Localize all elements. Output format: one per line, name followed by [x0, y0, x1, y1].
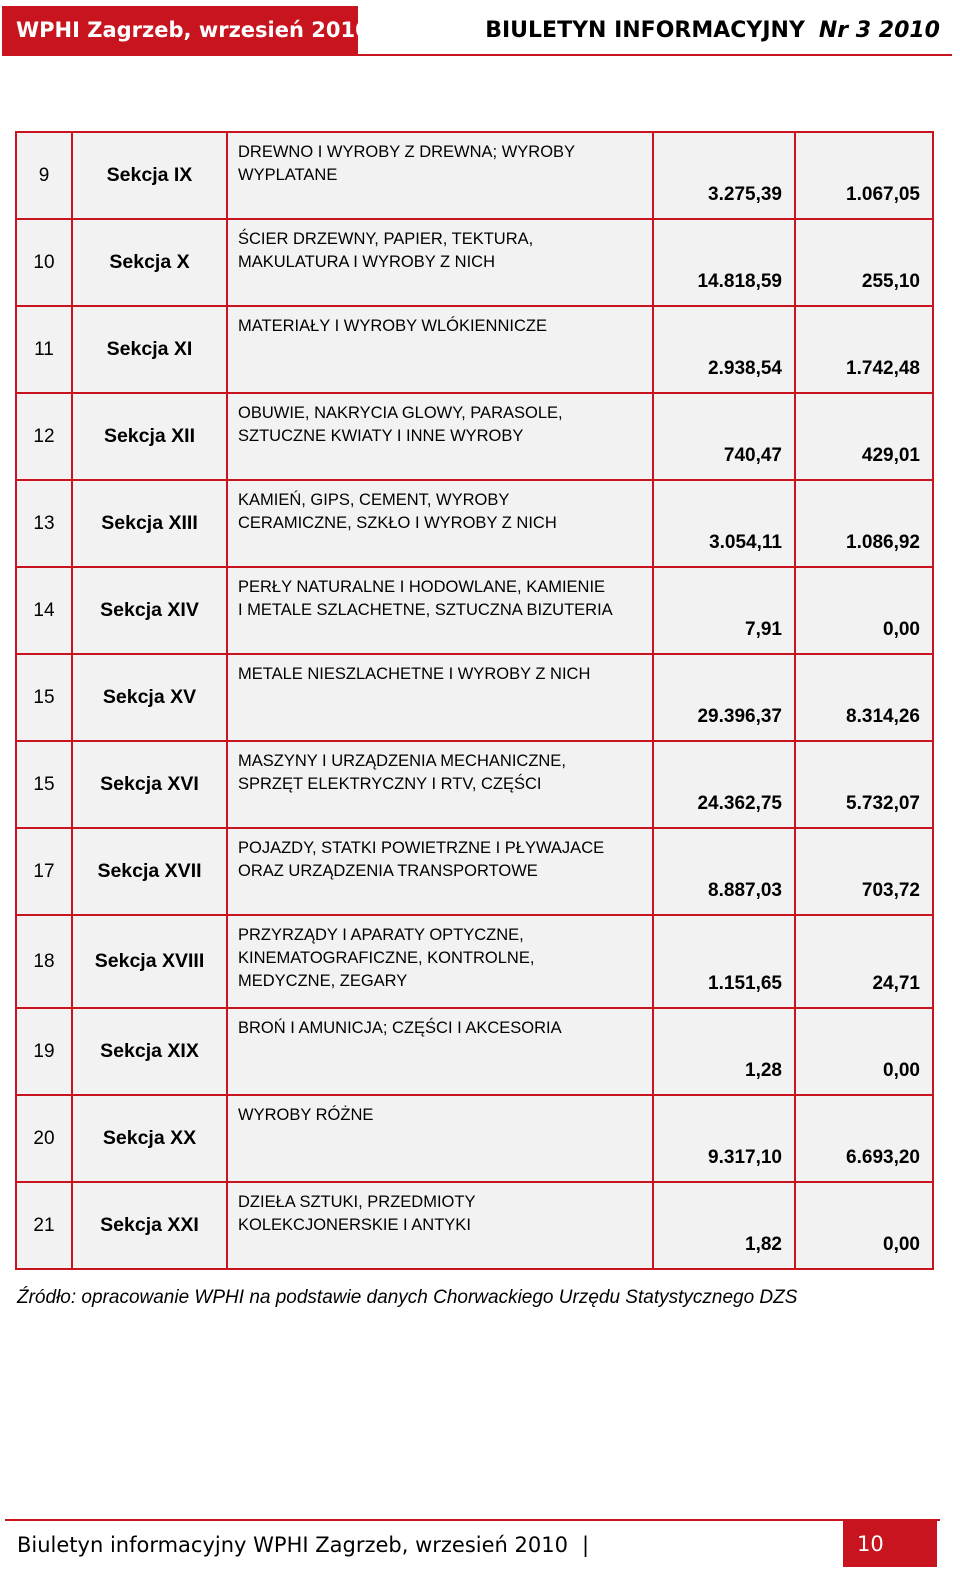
value-column-2: 1.742,48	[795, 306, 933, 393]
description-line: CERAMICZNE, SZKŁO I WYROBY Z NICH	[238, 514, 557, 532]
description-line: BROŃ I AMUNICJA; CZĘŚCI I AKCESORIA	[238, 1019, 562, 1037]
row-number: 12	[16, 393, 72, 480]
value-column-1: 14.818,59	[653, 219, 795, 306]
description-line: MEDYCZNE, ZEGARY	[238, 972, 408, 990]
section-description	[227, 480, 653, 567]
value-column-2: 1.067,05	[795, 132, 933, 219]
value-column-2: 429,01	[795, 393, 933, 480]
row-number: 13	[16, 480, 72, 567]
description-line: PRZYRZĄDY I APARATY OPTYCZNE,	[238, 926, 524, 944]
row-number: 21	[16, 1182, 72, 1269]
table-row	[16, 915, 933, 1008]
value-column-1: 9.317,10	[653, 1095, 795, 1182]
description-line: POJAZDY, STATKI POWIETRZNE I PŁYWAJACE	[238, 839, 605, 857]
header-divider	[2, 54, 952, 56]
description-line: WYPLATANE	[238, 166, 338, 184]
section-name: Sekcja XV	[72, 654, 227, 741]
value-column-1: 29.396,37	[653, 654, 795, 741]
description-line: MAKULATURA I WYROBY Z NICH	[238, 253, 496, 271]
value-column-2: 8.314,26	[795, 654, 933, 741]
table-row	[16, 1182, 933, 1269]
section-description	[227, 828, 653, 915]
section-name: Sekcja XII	[72, 393, 227, 480]
row-number: 9	[16, 132, 72, 219]
value-column-1: 1,28	[653, 1008, 795, 1095]
table-row	[16, 654, 933, 741]
value-column-2: 0,00	[795, 1182, 933, 1269]
section-description	[227, 1008, 653, 1095]
row-number: 19	[16, 1008, 72, 1095]
bulletin-title: BIULETYN INFORMACYJNY	[485, 18, 805, 43]
table-row	[16, 393, 933, 480]
table-row	[16, 1095, 933, 1182]
value-column-1: 3.054,11	[653, 480, 795, 567]
description-line: OBUWIE, NAKRYCIA GLOWY, PARASOLE,	[238, 404, 563, 422]
source-note: Źródło: opracowanie WPHI na podstawie danych Chorwackiego Urzędu Statystycznego DZS	[17, 1287, 798, 1308]
value-column-2: 0,00	[795, 567, 933, 654]
row-number: 20	[16, 1095, 72, 1182]
header-banner: WPHI Zagrzeb, wrzesień 2010	[2, 6, 358, 54]
table-row	[16, 1008, 933, 1095]
description-line: SZTUCZNE KWIATY I INNE WYROBY	[238, 427, 524, 445]
section-description	[227, 1095, 653, 1182]
description-line: PERŁY NATURALNE I HODOWLANE, KAMIENIE	[238, 578, 606, 596]
row-number: 14	[16, 567, 72, 654]
footer-label: Biuletyn informacyjny WPHI Zagrzeb, wrzesień 2010	[17, 1533, 568, 1557]
section-name: Sekcja XXI	[72, 1182, 227, 1269]
description-line: KINEMATOGRAFICZNE, KONTROLNE,	[238, 949, 535, 967]
footer-divider	[5, 1519, 940, 1521]
description-line: MASZYNY I URZĄDZENIA MECHANICZNE,	[238, 752, 566, 770]
section-description	[227, 219, 653, 306]
description-line: MATERIAŁY I WYROBY WLÓKIENNICZE	[238, 317, 547, 335]
description-line: ŚCIER DRZEWNY, PAPIER, TEKTURA,	[238, 230, 534, 248]
value-column-1: 7,91	[653, 567, 795, 654]
table-row	[16, 741, 933, 828]
issue-number: Nr 3 2010	[818, 18, 940, 43]
value-column-1: 3.275,39	[653, 132, 795, 219]
section-description	[227, 306, 653, 393]
description-line: KOLEKCJONERSKIE I ANTYKI	[238, 1216, 471, 1234]
row-number: 11	[16, 306, 72, 393]
section-description	[227, 132, 653, 219]
section-name: Sekcja XVIII	[72, 915, 227, 1008]
value-column-2: 703,72	[795, 828, 933, 915]
section-name: Sekcja XVII	[72, 828, 227, 915]
section-name: Sekcja XVI	[72, 741, 227, 828]
table-row	[16, 219, 933, 306]
section-name: Sekcja XX	[72, 1095, 227, 1182]
section-name: Sekcja XIII	[72, 480, 227, 567]
value-column-2: 0,00	[795, 1008, 933, 1095]
row-number: 17	[16, 828, 72, 915]
value-column-2: 5.732,07	[795, 741, 933, 828]
value-column-1: 8.887,03	[653, 828, 795, 915]
description-line: I METALE SZLACHETNE, SZTUCZNA BIZUTERIA	[238, 601, 613, 619]
section-description	[227, 1182, 653, 1269]
footer-text	[17, 1528, 589, 1562]
value-column-1: 740,47	[653, 393, 795, 480]
table-row	[16, 480, 933, 567]
page-number: 10	[843, 1521, 937, 1567]
section-name: Sekcja XIX	[72, 1008, 227, 1095]
section-description	[227, 741, 653, 828]
row-number: 15	[16, 654, 72, 741]
description-line: ORAZ URZĄDZENIA TRANSPORTOWE	[238, 862, 538, 880]
section-name: Sekcja IX	[72, 132, 227, 219]
table-row	[16, 132, 933, 219]
section-description	[227, 654, 653, 741]
value-column-1: 1,82	[653, 1182, 795, 1269]
value-column-2: 24,71	[795, 915, 933, 1008]
header-title	[485, 14, 940, 48]
description-line: KAMIEŃ, GIPS, CEMENT, WYROBY	[238, 491, 510, 509]
value-column-2: 1.086,92	[795, 480, 933, 567]
section-name: Sekcja XI	[72, 306, 227, 393]
row-number: 18	[16, 915, 72, 1008]
section-name: Sekcja X	[72, 219, 227, 306]
value-column-1: 24.362,75	[653, 741, 795, 828]
description-line: WYROBY RÓŻNE	[238, 1106, 374, 1124]
value-column-2: 255,10	[795, 219, 933, 306]
value-column-2: 6.693,20	[795, 1095, 933, 1182]
value-column-1: 1.151,65	[653, 915, 795, 1008]
description-line: SPRZĘT ELEKTRYCZNY I RTV, CZĘŚCI	[238, 775, 542, 793]
section-description	[227, 915, 653, 1008]
footer-separator: |	[581, 1533, 590, 1557]
section-description	[227, 567, 653, 654]
description-line: DREWNO I WYROBY Z DREWNA; WYROBY	[238, 143, 576, 161]
section-description	[227, 393, 653, 480]
table-row	[16, 306, 933, 393]
value-column-1: 2.938,54	[653, 306, 795, 393]
row-number: 10	[16, 219, 72, 306]
section-name: Sekcja XIV	[72, 567, 227, 654]
table-row	[16, 828, 933, 915]
trade-sections-table	[15, 131, 934, 1270]
table-row	[16, 567, 933, 654]
description-line: METALE NIESZLACHETNE I WYROBY Z NICH	[238, 665, 591, 683]
row-number: 15	[16, 741, 72, 828]
description-line: DZIEŁA SZTUKI, PRZEDMIOTY	[238, 1193, 476, 1211]
